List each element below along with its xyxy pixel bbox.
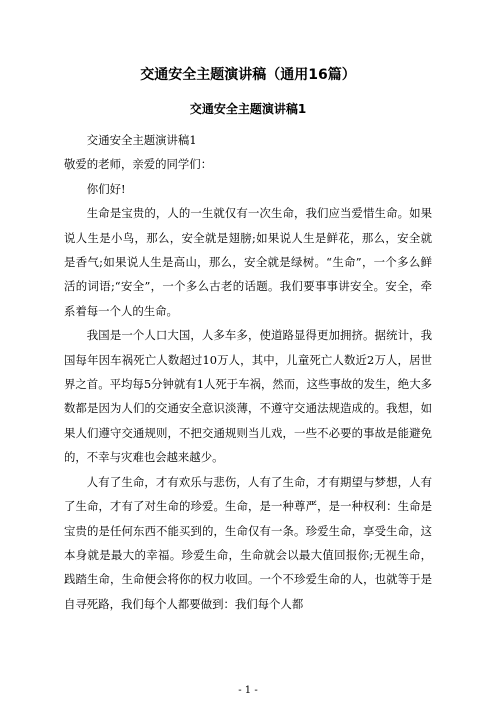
document-body <box>64 128 432 616</box>
page-number: - 1 - <box>238 685 258 696</box>
paragraph-body: 生命是宝贵的，人的一生就仅有一次生命，我们应当爱惜生命。如果说人生是小鸟，那么，安全就是翅膀;如果说人生是鲜花，那么，安全就是香气;如果说人生是高山，那么，安全就是绿树。“生命”，一个多么鲜活的词语;“安全”，一个多么古老的话题。我们要事事讲安全。安全，牵系着每一个人的生命。 <box>64 206 432 318</box>
document-title: 交通安全主题演讲稿（通用16篇） <box>140 67 356 83</box>
paragraph-body: 我国是一个人口大国，人多车多，使道路显得更加拥挤。据统计，我国每年因车祸死亡人数超过10万人，其中，儿童死亡人数近2万人，居世界之首。平均每5分钟就有1人死于车祸，然而，这些事故的发生，绝大多数都是因为人们的交通安全意识淡薄，不遵守交通法规造成的。我想，如果人们遵守交通规则，不把交通规则当儿戏，一些不必要的事故是能避免的，不幸与灾难也会越来越少。 <box>64 328 432 465</box>
paragraph-body: 人有了生命，才有欢乐与悲伤，人有了生命，才有期望与梦想，人有了生命，才有了对生命的珍爱。生命，是一种尊严，是一种权利：生命是宝贵的是任何东西不能买到的，生命仅有一条。珍爱生命，享受生命，这本身就是最大的幸福。珍爱生命，生命就会以最大值回报你;无视生命，践踏生命，生命便会将你的权力收回。一个不珍爱生命的人，也就等于是自寻死路，我们每个人都要做到：我们每个人都 <box>64 474 432 611</box>
paragraph-heading: 交通安全主题演讲稿1 <box>86 133 197 147</box>
paragraph-greeting: 你们好! <box>86 181 126 196</box>
paragraph-salutation: 敬爱的老师，亲爱的同学们： <box>64 157 213 172</box>
section-heading: 交通安全主题演讲稿1 <box>189 102 307 116</box>
